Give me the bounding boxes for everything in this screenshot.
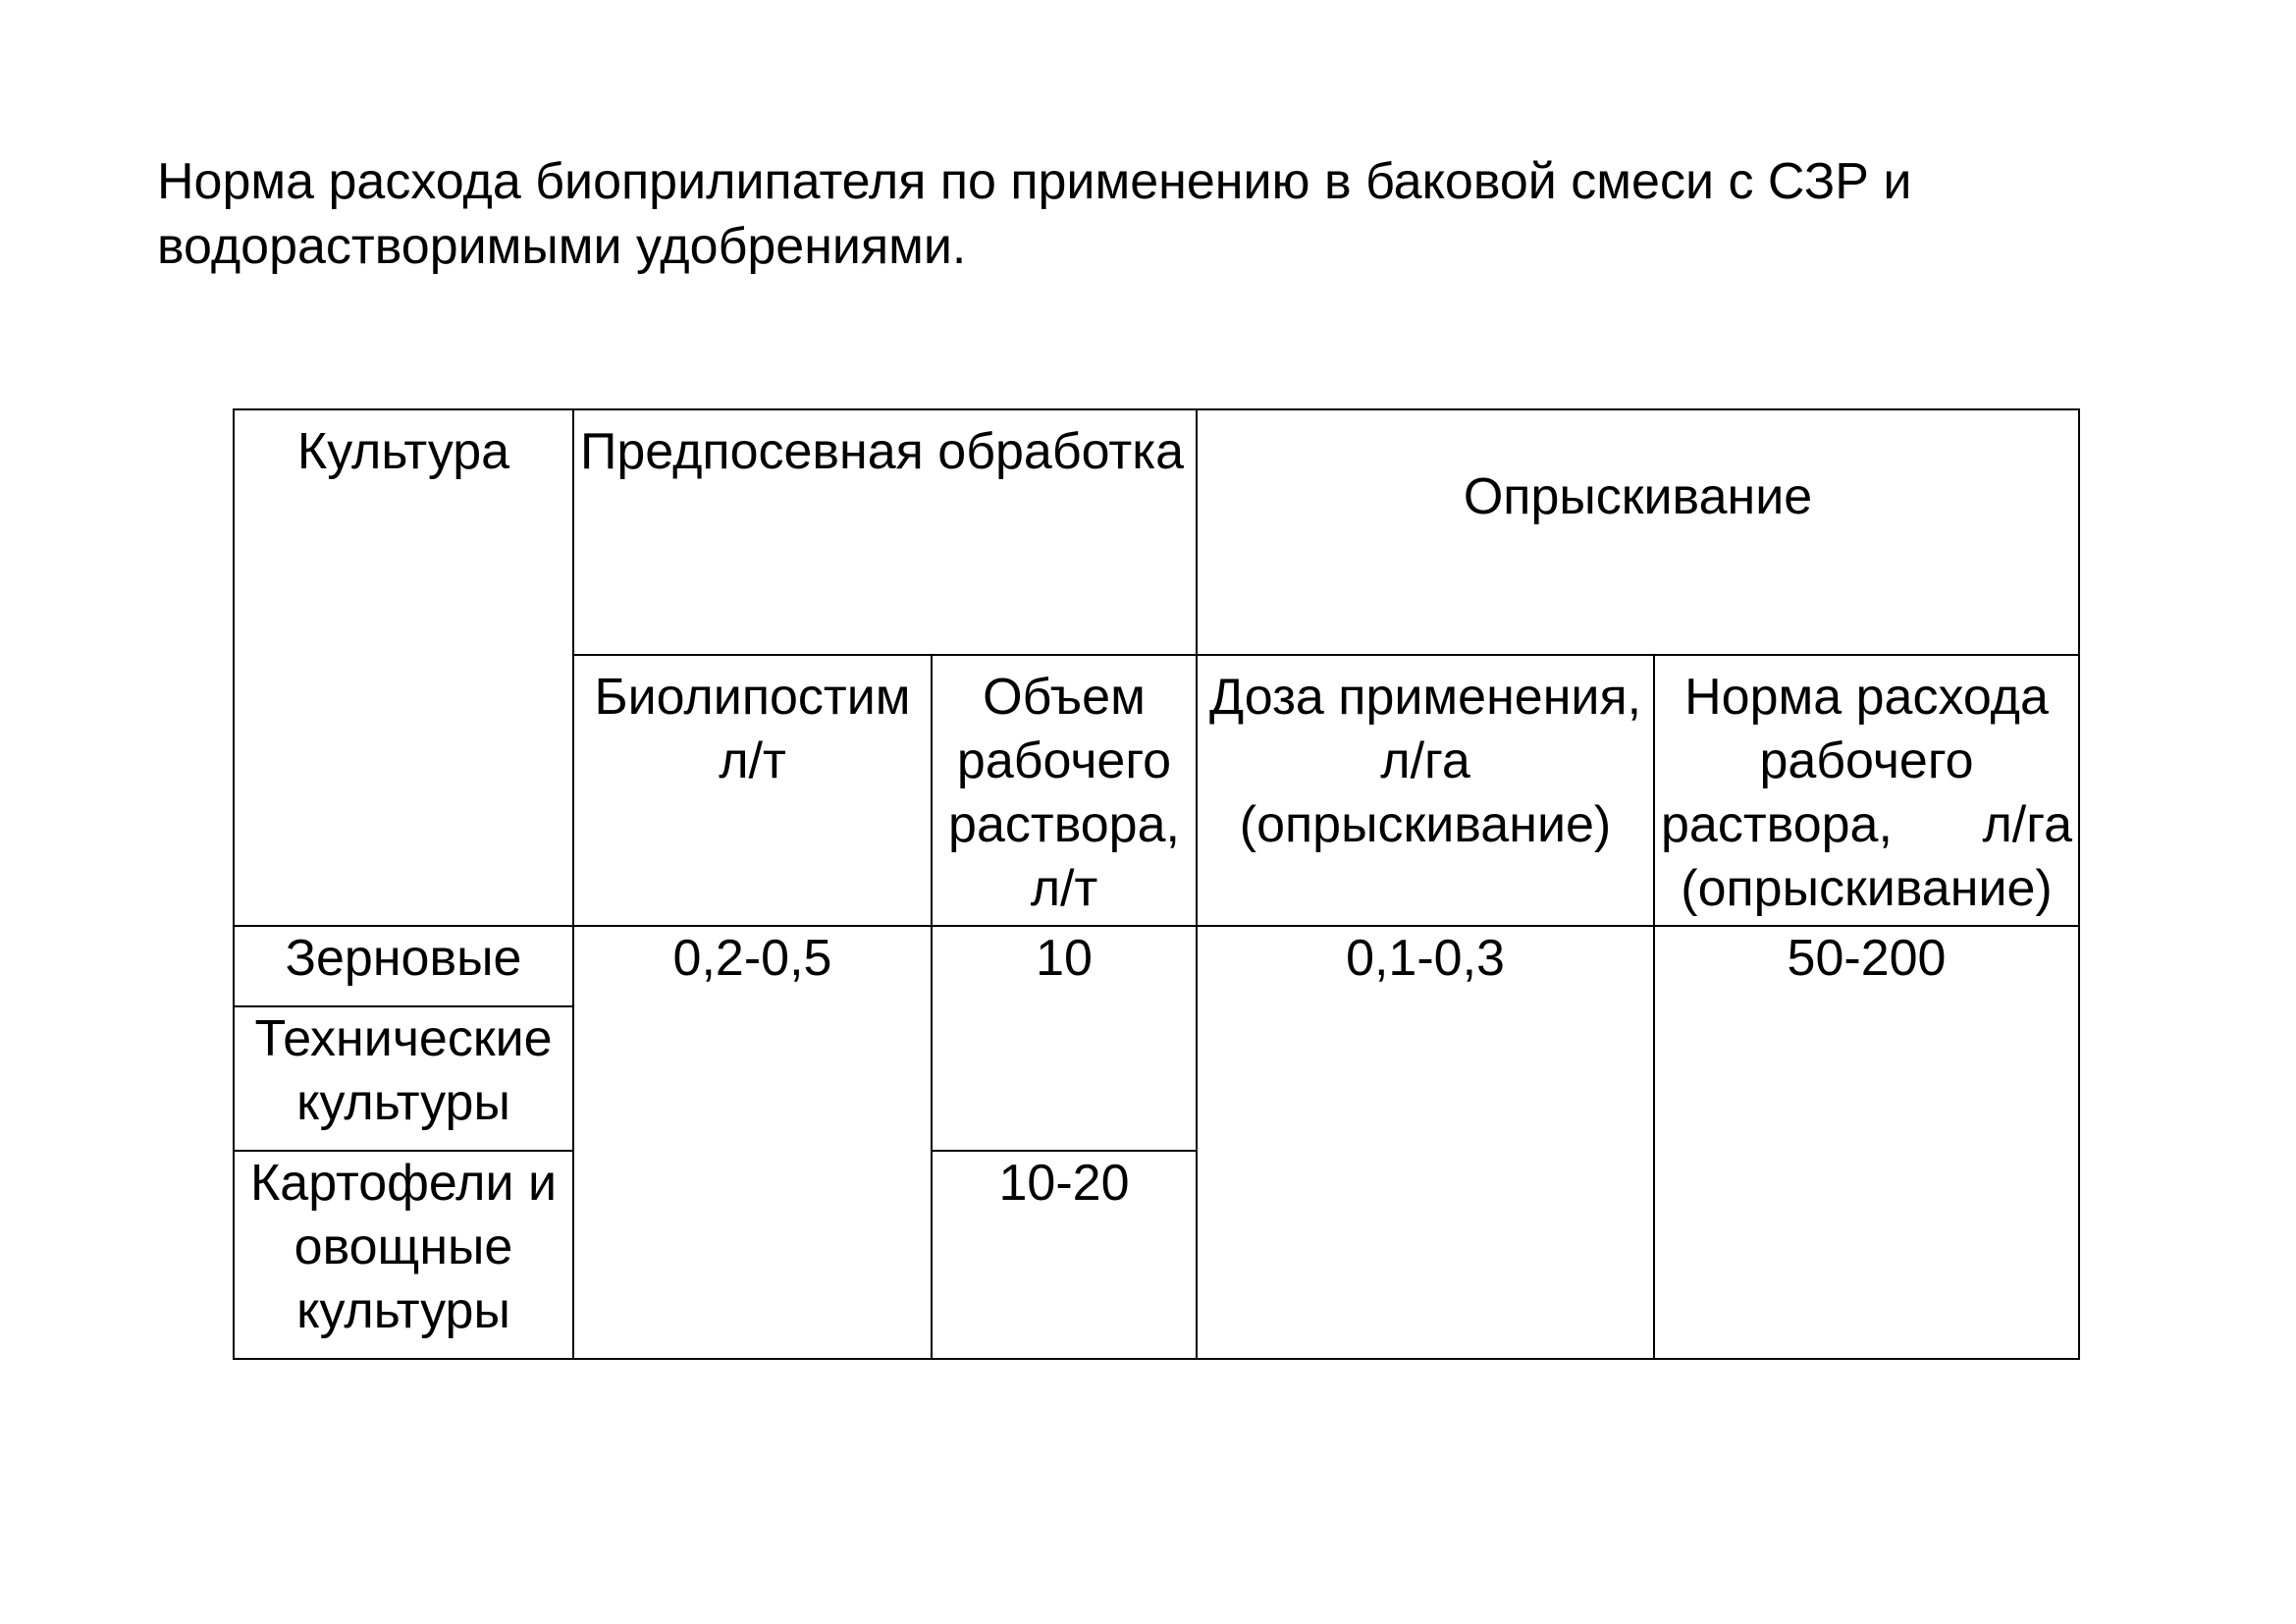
norm-header-line-4: (опрыскивание): [1681, 860, 2053, 917]
application-dose-header: Доза применения, л/га (опрыскивание): [1197, 655, 1654, 926]
row-label-potato-vegetable: Картофели и овощные культуры: [234, 1151, 573, 1359]
biolipostim-header: Биолипостим л/т: [573, 655, 932, 926]
row-label-technical: Технические культуры: [234, 1006, 573, 1151]
table-header-row: [234, 409, 2079, 655]
dose-value: 0,1-0,3: [1197, 926, 1654, 1359]
application-rate-table: [233, 408, 2080, 1360]
norm-header-line-2: рабочего: [1759, 732, 1974, 789]
volume-value-potato: 10-20: [932, 1151, 1197, 1359]
biolipostim-value: 0,2-0,5: [573, 926, 932, 1359]
culture-header: Культура: [234, 409, 573, 926]
norm-header-line-3: раствора, л/га: [1661, 796, 2073, 853]
norm-header-line-1: Норма расхода: [1684, 669, 2049, 726]
working-solution-volume-header: Объем рабочего раствора, л/т: [932, 655, 1197, 926]
table-row: [234, 926, 2079, 1006]
page-heading: Норма расхода биоприлипателя по применению в баковой смеси с СЗР и водорастворимыми удобрениями.: [157, 153, 1912, 275]
norm-value: 50-200: [1654, 926, 2079, 1359]
spraying-header: Опрыскивание: [1197, 409, 2079, 655]
row-label-grain: Зерновые: [234, 926, 573, 1006]
working-solution-norm-header: [1654, 655, 2079, 926]
volume-value-grain-technical: 10: [932, 926, 1197, 1151]
sowing-treatment-header: Предпосевная обработка: [573, 409, 1197, 655]
